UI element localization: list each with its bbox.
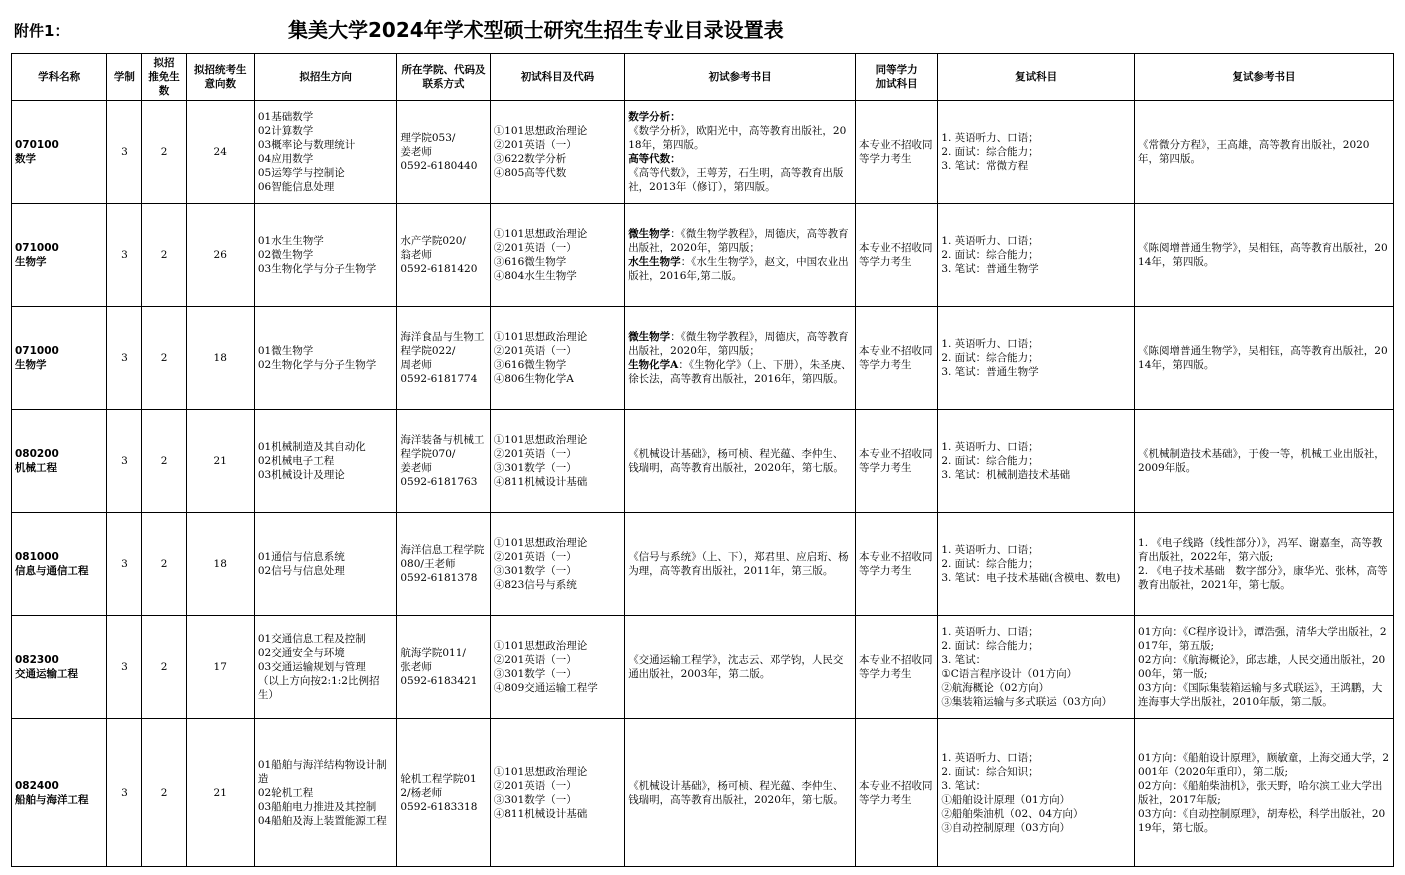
cell-line: 1. 英语听力、口语；: [941, 441, 1039, 453]
header-retest-books: 复试参考书目: [1135, 54, 1394, 101]
directions-cell: [254, 101, 397, 204]
book-text: ：《生物化学》（上、下册），朱圣庚、徐长法，高等教育出版社，2016年，第四版。: [628, 359, 852, 385]
recommended-cell: 2: [142, 204, 186, 307]
cell-line: ④804水生生物学: [493, 270, 577, 282]
cell-line: ④806生物化学A: [493, 373, 574, 385]
book-entry: [628, 166, 852, 194]
cell-line: 3. 笔试：普通生物学: [941, 366, 1039, 378]
book-entry: [628, 255, 852, 283]
cell-line: 船舶与海洋工程: [15, 793, 89, 806]
directions-cell: [254, 204, 397, 307]
book-heading: 数学分析：: [628, 111, 681, 123]
cell-line: 02微生物学: [257, 249, 314, 261]
equiv-cell: 本专业不招收同等学力考生: [856, 719, 938, 867]
books-cell: [625, 410, 856, 513]
cell-line: 04船舶及海上装置能源工程: [257, 814, 387, 827]
years-cell: 3: [107, 616, 142, 719]
retest-books-cell: [1135, 719, 1394, 867]
cell-line: 01基础数学: [257, 111, 314, 123]
header-directions: 拟招生方向: [254, 54, 397, 101]
book-entry: [628, 447, 852, 475]
cell-line: 1. 英语听力、口语；: [941, 544, 1039, 556]
header-exam: 拟招统考生 意向数: [186, 54, 254, 101]
cell-line: 0592-6181378: [400, 572, 478, 584]
recommended-cell: 2: [142, 719, 186, 867]
cell-line: 04应用数学: [257, 153, 314, 165]
cell-line: ④811机械设计基础: [493, 807, 588, 820]
directions-cell: [254, 410, 397, 513]
table-row: [12, 410, 1394, 513]
cell-line: 姜老师: [400, 146, 432, 158]
cell-line: 2. 面试：综合能力；: [941, 455, 1039, 467]
cell-line: ③301数学（一）: [493, 793, 577, 806]
recommended-cell: 2: [142, 101, 186, 204]
table-row: [12, 101, 1394, 204]
cell-line: ④823信号与系统: [493, 579, 577, 591]
cell-line: ②201英语（一）: [493, 242, 577, 254]
book-text: 《数学分析》，欧阳光中，高等教育出版社，2018年，第四版。: [628, 125, 847, 151]
cell-line: 0592-6181420: [400, 263, 478, 275]
retest-books-cell: [1135, 616, 1394, 719]
exam-cell: 17: [186, 616, 254, 719]
book-text: 《信号与系统》（上、下），郑君里、应启珩、杨为理，高等教育出版社，2011年，第三版。: [628, 551, 849, 577]
cell-line: 03交通运输规划与管理: [257, 661, 366, 673]
college-cell: [397, 410, 490, 513]
exam-cell: 24: [186, 101, 254, 204]
book-entry: [628, 779, 852, 807]
cell-line: 海洋装备与机械工程学院070/: [400, 434, 485, 460]
book-entry: [628, 124, 852, 152]
exam-cell: 26: [186, 204, 254, 307]
cell-line: 海洋食品与生物工程学院022/: [400, 331, 485, 357]
cell-line: 071000: [15, 242, 59, 254]
years-cell: 3: [107, 410, 142, 513]
book-text: 《高等代数》，王萼芳，石生明，高等教育出版社，2013年（修订），第四版。: [628, 167, 844, 193]
cell-line: 3. 笔试：普通生物学: [941, 263, 1039, 275]
equiv-cell: 本专业不招收同等学力考生: [856, 101, 938, 204]
retest-cell: [938, 719, 1135, 867]
retest-books-cell: [1135, 101, 1394, 204]
books-cell: [625, 204, 856, 307]
cell-line: 03生物化学与分子生物学: [257, 263, 377, 275]
cell-line: ①101思想政治理论: [493, 434, 588, 446]
cell-line: ④809交通运输工程学: [493, 682, 598, 694]
subjects-cell: [490, 204, 624, 307]
cell-line: 02机械电子工程: [257, 455, 335, 467]
retest-cell: [938, 307, 1135, 410]
cell-line: 02方向：《船舶柴油机》，张天野，哈尔滨工业大学出版社，2017年版;: [1138, 779, 1383, 806]
book-text: ：《水生生物学》，赵文，中国农业出版社，2016年,第二版。: [628, 256, 849, 282]
table-header-row: [12, 54, 1394, 101]
book-entry: [628, 550, 852, 578]
cell-line: 03概率论与数理统计: [257, 139, 356, 151]
years-cell: 3: [107, 204, 142, 307]
cell-line: 航海学院011/: [400, 647, 466, 659]
cell-line: 《陈阅增普通生物学》，吴相钰，高等教育出版社，2014年，第四版。: [1138, 345, 1388, 371]
college-cell: [397, 616, 490, 719]
cell-line: 02方向：《航海概论》，邱志雄，人民交通出版社，2000年，第一版;: [1138, 654, 1386, 680]
cell-line: 03机械设计及理论: [257, 469, 345, 481]
table-row: [12, 513, 1394, 616]
cell-line: ②航海概论（02方向）: [941, 682, 1050, 694]
exam-cell: 18: [186, 513, 254, 616]
cell-line: 1. 英语听力、口语；: [941, 132, 1039, 144]
cell-line: 0592-6181763: [400, 476, 478, 488]
cell-line: 1. 《电子线路（线性部分）》，冯军、谢嘉奎，高等教育出版社，2022年，第六版;: [1138, 537, 1383, 563]
cell-line: 02生物化学与分子生物学: [257, 359, 377, 371]
header-subjects: 初试科目及代码: [490, 54, 624, 101]
retest-books-cell: [1135, 410, 1394, 513]
subject-cell: [12, 204, 107, 307]
cell-line: ①101思想政治理论: [493, 331, 588, 343]
subject-cell: [12, 616, 107, 719]
college-cell: [397, 513, 490, 616]
cell-line: 1. 英语听力、口语；: [941, 235, 1039, 247]
cell-line: 01微生物学: [257, 345, 314, 357]
directions-cell: [254, 513, 397, 616]
directions-cell: [254, 307, 397, 410]
equiv-cell: 本专业不招收同等学力考生: [856, 204, 938, 307]
cell-line: 0592-6180440: [400, 160, 478, 172]
retest-cell: [938, 616, 1135, 719]
cell-line: 3. 笔试：机械制造技术基础: [941, 469, 1071, 481]
cell-line: 2. 面试：综合能力；: [941, 558, 1039, 570]
cell-line: 生物学: [15, 359, 47, 371]
page-title: 集美大学2024年学术型硕士研究生招生专业目录设置表: [288, 18, 784, 42]
cell-line: 01水生生物学: [257, 235, 324, 247]
recommended-cell: 2: [142, 410, 186, 513]
cell-line: ①101思想政治理论: [493, 640, 588, 652]
subject-cell: [12, 719, 107, 867]
cell-line: ②201英语（一）: [493, 345, 577, 357]
cell-line: ③301数学（一）: [493, 565, 577, 577]
retest-cell: [938, 410, 1135, 513]
recommended-cell: 2: [142, 513, 186, 616]
cell-line: 01机械制造及其自动化: [257, 441, 366, 453]
header-books: 初试参考书目: [625, 54, 856, 101]
equiv-cell: 本专业不招收同等学力考生: [856, 410, 938, 513]
cell-line: 01交通信息工程及控制: [257, 633, 366, 645]
cell-line: 姜老师: [400, 462, 432, 474]
cell-line: 水产学院020/: [400, 235, 466, 247]
book-entry: [628, 330, 852, 358]
cell-line: 《陈阅增普通生物学》，吴相钰，高等教育出版社，2014年，第四版。: [1138, 242, 1388, 268]
college-cell: [397, 307, 490, 410]
cell-line: 1. 英语听力、口语；: [941, 751, 1039, 764]
cell-line: ①C语言程序设计（01方向）: [941, 668, 1078, 680]
cell-line: 机械工程: [15, 462, 57, 474]
cell-line: 生物学: [15, 256, 47, 268]
header-years: 学制: [107, 54, 142, 101]
years-cell: 3: [107, 513, 142, 616]
book-entry: [628, 110, 852, 124]
subjects-cell: [490, 719, 624, 867]
cell-line: 2. 面试：综合能力；: [941, 249, 1039, 261]
cell-line: 交通运输工程: [15, 668, 78, 680]
cell-line: ③622数学分析: [493, 153, 567, 165]
cell-line: 3. 笔试：: [941, 779, 987, 792]
subject-cell: [12, 410, 107, 513]
exam-cell: 21: [186, 719, 254, 867]
table-row: [12, 719, 1394, 867]
cell-line: ②船舶柴油机（02、04方向）: [941, 807, 1084, 820]
subject-cell: [12, 513, 107, 616]
cell-line: 轮机工程学院012/杨老师: [400, 772, 477, 799]
cell-line: 02计算数学: [257, 125, 314, 137]
cell-line: 06智能信息处理: [257, 181, 335, 193]
book-heading: 水生生物学: [628, 256, 681, 268]
cell-line: ②201英语（一）: [493, 551, 577, 563]
cell-line: 02轮机工程: [257, 786, 314, 799]
cell-line: 3. 笔试：常微方程: [941, 160, 1029, 172]
cell-line: ②201英语（一）: [493, 779, 577, 792]
retest-books-cell: [1135, 204, 1394, 307]
cell-line: ②201英语（一）: [493, 448, 577, 460]
college-cell: [397, 101, 490, 204]
recommended-cell: 2: [142, 307, 186, 410]
cell-line: 01船舶与海洋结构物设计制造: [257, 758, 387, 785]
cell-line: 02交通安全与环境: [257, 647, 345, 659]
exam-cell: 21: [186, 410, 254, 513]
cell-line: ②201英语（一）: [493, 654, 577, 666]
cell-line: ①船舶设计原理（01方向）: [941, 793, 1071, 806]
cell-line: ③616微生物学: [493, 256, 567, 268]
cell-line: ③301数学（一）: [493, 462, 577, 474]
cell-line: 1. 英语听力、口语；: [941, 338, 1039, 350]
cell-line: 01方向：《船舶设计原理》，顾敏童，上海交通大学，2001年（2020年重印），第二版;: [1138, 751, 1390, 778]
book-text: 《机械设计基础》，杨可桢、程光蕴、李仲生、钱瑞明，高等教育出版社，2020年，第七版。: [628, 448, 844, 474]
books-cell: [625, 719, 856, 867]
directions-cell: [254, 719, 397, 867]
book-entry: [628, 358, 852, 386]
retest-books-cell: [1135, 307, 1394, 410]
cell-line: ①101思想政治理论: [493, 228, 588, 240]
cell-line: 0592-6183421: [400, 675, 478, 687]
cell-line: ①101思想政治理论: [493, 537, 588, 549]
subject-cell: [12, 101, 107, 204]
header-name: 学科名称: [12, 54, 107, 101]
cell-line: 张老师: [400, 661, 432, 673]
directions-cell: [254, 616, 397, 719]
book-heading: 微生物学: [628, 331, 671, 343]
cell-line: 082300: [15, 654, 59, 666]
cell-line: 05运筹学与控制论: [257, 167, 345, 179]
header-college: 所在学院、代码及 联系方式: [397, 54, 490, 101]
cell-line: ②201英语（一）: [493, 139, 577, 151]
years-cell: 3: [107, 101, 142, 204]
table-row: [12, 307, 1394, 410]
cell-line: 翁老师: [400, 249, 432, 261]
cell-line: 周老师: [400, 359, 432, 371]
cell-line: 03方向：《自动控制原理》，胡寿松，科学出版社，2019年，第七版。: [1138, 807, 1386, 834]
books-cell: [625, 307, 856, 410]
cell-line: 080200: [15, 448, 59, 460]
catalog-body: [12, 101, 1394, 867]
cell-line: ③自动控制原理（03方向）: [941, 821, 1071, 834]
table-row: [12, 616, 1394, 719]
book-heading: 微生物学: [628, 228, 671, 240]
book-heading: 高等代数：: [628, 153, 681, 165]
cell-line: 3. 笔试：: [941, 654, 987, 666]
equiv-cell: 本专业不招收同等学力考生: [856, 513, 938, 616]
subject-cell: [12, 307, 107, 410]
cell-line: 01通信与信息系统: [257, 551, 345, 563]
cell-line: ①101思想政治理论: [493, 765, 588, 778]
cell-line: 海洋信息工程学院080/王老师: [400, 544, 485, 570]
retest-books-cell: [1135, 513, 1394, 616]
cell-line: 2. 面试：综合能力；: [941, 640, 1039, 652]
header-retest: 复试科目: [938, 54, 1135, 101]
cell-line: 2. 《电子技术基础 数字部分》，康华光、张林，高等教育出版社，2021年，第七版。: [1138, 565, 1388, 591]
subjects-cell: [490, 513, 624, 616]
cell-line: ③616微生物学: [493, 359, 567, 371]
books-cell: [625, 616, 856, 719]
equiv-cell: 本专业不招收同等学力考生: [856, 616, 938, 719]
cell-line: （以上方向按2:1:2比例招生）: [257, 675, 380, 701]
cell-line: 2. 面试：综合能力；: [941, 146, 1039, 158]
book-text: ：《微生物学教程》，周德庆，高等教育出版社，2020年，第四版；: [628, 331, 849, 357]
book-entry: [628, 227, 852, 255]
catalog-table: [11, 53, 1394, 867]
cell-line: ③301数学（一）: [493, 668, 577, 680]
equiv-cell: 本专业不招收同等学力考生: [856, 307, 938, 410]
cell-line: 082400: [15, 779, 59, 792]
cell-line: 2. 面试：综合能力；: [941, 352, 1039, 364]
book-entry: [628, 653, 852, 681]
cell-line: ④811机械设计基础: [493, 476, 588, 488]
header-recommended: 拟招 推免生数: [142, 54, 186, 101]
cell-line: 2. 面试：综合知识；: [941, 765, 1039, 778]
cell-line: 3. 笔试：电子技术基础(含模电、数电): [941, 572, 1121, 584]
exam-cell: 18: [186, 307, 254, 410]
cell-line: ③集装箱运输与多式联运（03方向）: [941, 696, 1113, 708]
cell-line: 03船舶电力推进及其控制: [257, 800, 377, 813]
cell-line: 《机械制造技术基础》，于俊一等，机械工业出版社，2009年版。: [1138, 448, 1385, 474]
cell-line: 1. 英语听力、口语；: [941, 626, 1039, 638]
header-equiv: 同等学力 加试科目: [856, 54, 938, 101]
cell-line: 01方向：《C程序设计》，谭浩强，清华大学出版社，2017年，第五版;: [1138, 626, 1387, 652]
years-cell: 3: [107, 719, 142, 867]
cell-line: ①101思想政治理论: [493, 125, 588, 137]
cell-line: 0592-6183318: [400, 800, 478, 813]
book-text: ：《微生物学教程》，周德庆，高等教育出版社，2020年，第四版；: [628, 228, 849, 254]
book-text: 《机械设计基础》，杨可桢、程光蕴、李仲生、钱瑞明，高等教育出版社，2020年，第七版。: [628, 779, 844, 806]
annex-label: 附件1：: [14, 22, 70, 40]
subjects-cell: [490, 410, 624, 513]
subjects-cell: [490, 307, 624, 410]
college-cell: [397, 204, 490, 307]
book-heading: 生物化学A: [628, 359, 679, 371]
cell-line: 071000: [15, 345, 59, 357]
cell-line: 070100: [15, 139, 59, 151]
cell-line: 02信号与信息处理: [257, 565, 345, 577]
cell-line: 03方向：《国际集装箱运输与多式联运》，王鸿鹏，大连海事大学出版社，2010年版，第二版。: [1138, 682, 1383, 708]
cell-line: 理学院053/: [400, 132, 456, 144]
retest-cell: [938, 204, 1135, 307]
cell-line: 0592-6181774: [400, 373, 478, 385]
cell-line: 信息与通信工程: [15, 565, 89, 577]
years-cell: 3: [107, 307, 142, 410]
recommended-cell: 2: [142, 616, 186, 719]
cell-line: 《常微分方程》，王高雄，高等教育出版社，2020年，第四版。: [1138, 139, 1370, 165]
cell-line: 081000: [15, 551, 59, 563]
books-cell: [625, 101, 856, 204]
cell-line: ④805高等代数: [493, 167, 567, 179]
retest-cell: [938, 513, 1135, 616]
college-cell: [397, 719, 490, 867]
subjects-cell: [490, 616, 624, 719]
books-cell: [625, 513, 856, 616]
cell-line: 数学: [15, 153, 36, 165]
retest-cell: [938, 101, 1135, 204]
book-entry: [628, 152, 852, 166]
book-text: 《交通运输工程学》，沈志云、邓学钧，人民交通出版社，2003年，第二版。: [628, 654, 844, 680]
subjects-cell: [490, 101, 624, 204]
table-row: [12, 204, 1394, 307]
